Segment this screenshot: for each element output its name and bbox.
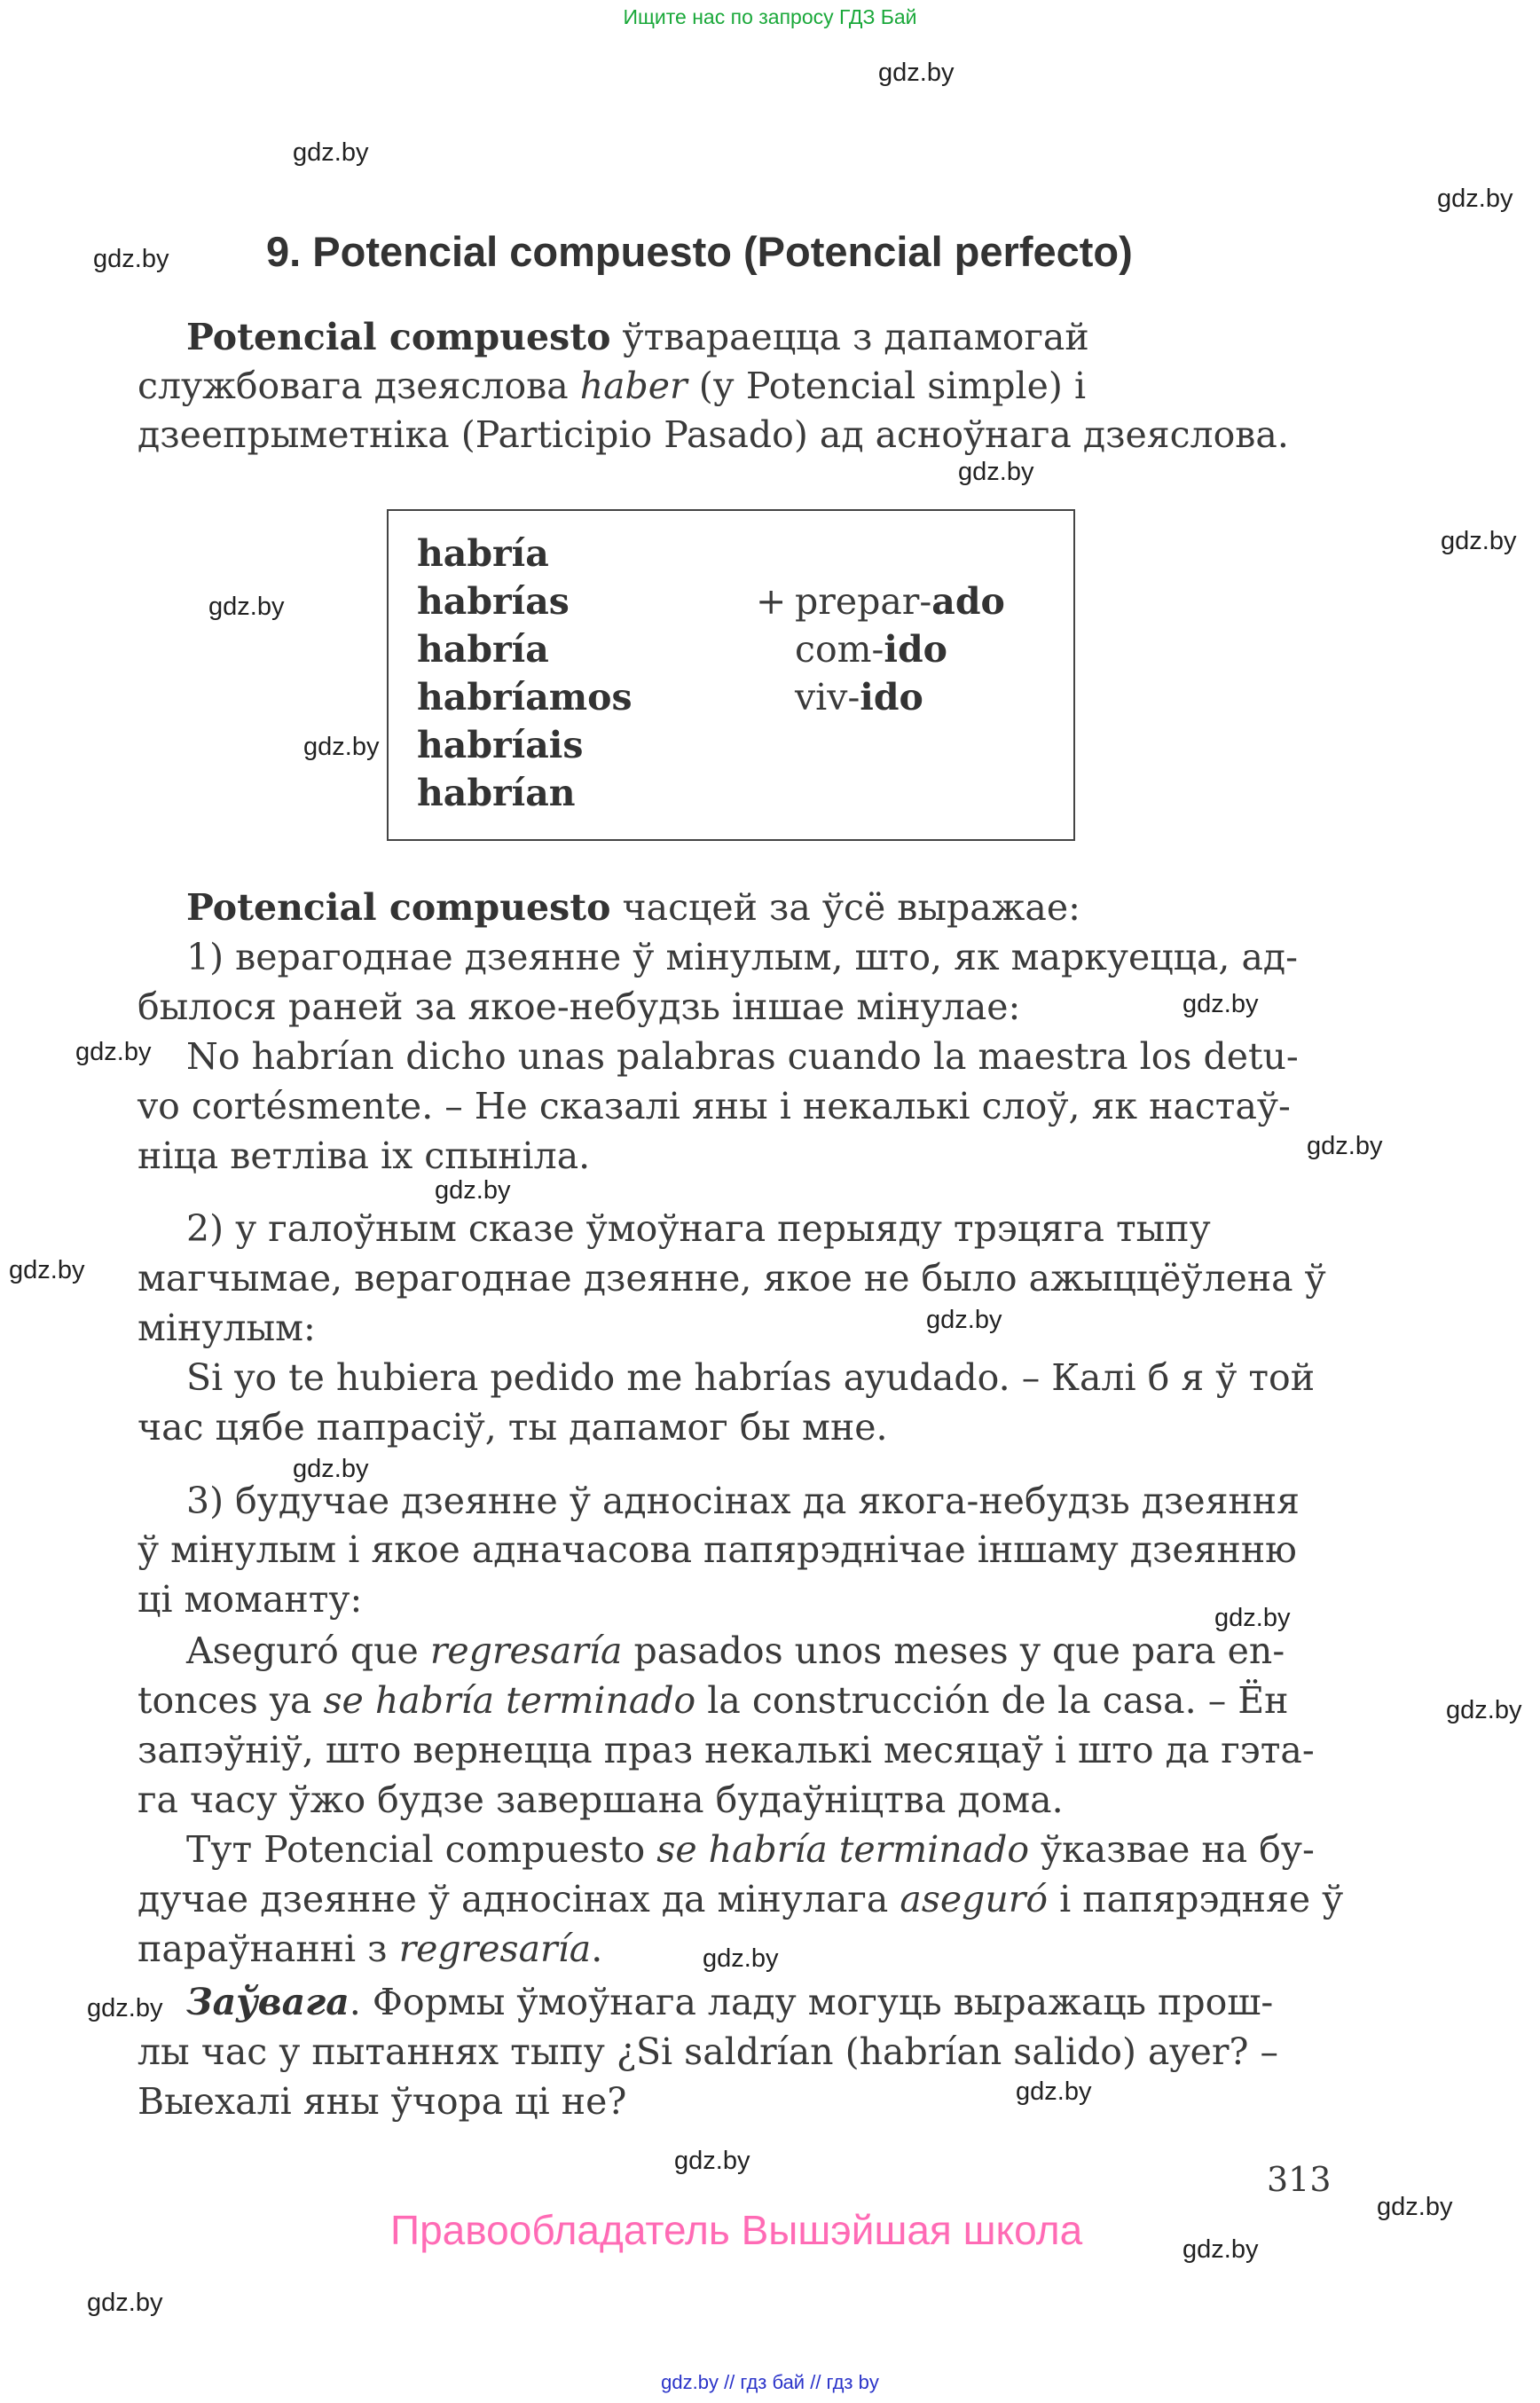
text: ўтвараецца з дапамогай службовага дзеяслова bbox=[138, 316, 1089, 407]
ending bbox=[795, 580, 1005, 623]
item3-line bbox=[138, 1677, 1288, 1725]
watermark: gdz.by bbox=[703, 1944, 779, 1973]
item3-line: ці моманту: bbox=[138, 1578, 363, 1621]
text: . Формы ўмоўнага ладу могуць выражаць прош- bbox=[349, 1981, 1274, 2023]
suffix: ado bbox=[931, 580, 1005, 623]
ending bbox=[795, 628, 947, 671]
term-bold: Potencial compuesto bbox=[186, 886, 611, 929]
watermark: gdz.by bbox=[926, 1306, 1002, 1334]
text: Тут Potencial compuesto bbox=[186, 1828, 657, 1871]
watermark: gdz.by bbox=[1437, 185, 1513, 213]
text: часцей за ўсё выражае: bbox=[610, 886, 1080, 929]
item3-line bbox=[186, 1627, 1285, 1676]
item2-line: магчымае, верагоднае дзеянне, якое не было ажыццёўлена ў bbox=[138, 1257, 1326, 1300]
copyright-footer: Правообладатель Вышэйшая школа bbox=[390, 2207, 1083, 2253]
watermark: gdz.by bbox=[208, 593, 285, 621]
form: habríamos bbox=[417, 676, 632, 719]
form: habrías bbox=[417, 580, 570, 623]
watermark: gdz.by bbox=[1214, 1604, 1291, 1632]
item1-line: No habrían dicho unas palabras cuando la maestra los detu- bbox=[186, 1035, 1299, 1078]
plus-sign: + bbox=[756, 580, 787, 623]
watermark: gdz.by bbox=[1016, 2077, 1092, 2106]
stem: prepar- bbox=[795, 580, 932, 623]
page-number: 313 bbox=[1267, 2160, 1332, 2199]
item2-line: час цябе папрасіў, ты дапамог бы мне. bbox=[138, 1406, 888, 1449]
watermark: gdz.by bbox=[1307, 1132, 1383, 1160]
watermark: gdz.by bbox=[87, 1994, 163, 2022]
watermark: gdz.by bbox=[293, 1455, 369, 1483]
watermark: gdz.by bbox=[1182, 2235, 1259, 2264]
watermark: gdz.by bbox=[303, 733, 380, 761]
term-bold: Potencial compuesto bbox=[186, 316, 611, 358]
suffix: ido bbox=[884, 628, 947, 671]
watermark: gdz.by bbox=[9, 1256, 85, 1284]
note-line bbox=[138, 1875, 1343, 1924]
item1-line: былося раней за якое-небудзь іншае мінулае: bbox=[138, 986, 1021, 1028]
text: параўнанні з bbox=[138, 1928, 399, 1970]
watermark: gdz.by bbox=[93, 245, 169, 273]
watermark: gdz.by bbox=[674, 2147, 750, 2175]
watermark: gdz.by bbox=[435, 1176, 511, 1205]
item3-line: запэўніў, што вернецца праз некалькі месяцаў і што да гэта- bbox=[138, 1729, 1315, 1771]
remark-label: Заўвага bbox=[186, 1981, 350, 2023]
watermark: gdz.by bbox=[1182, 990, 1259, 1018]
item2-line: Si yo te hubiera pedido me habrías ayudado. – Калі б я ў той bbox=[186, 1356, 1316, 1399]
text: . bbox=[591, 1928, 603, 1970]
section-title: 9. Potencial compuesto (Potencial perfecto) bbox=[266, 228, 1133, 275]
item1-line: vo cortésmente. – Не сказалі яны і некалькі слоў, як настаў- bbox=[138, 1085, 1291, 1127]
remark-line: лы час у пытаннях тыпу ¿Si saldrían (habrían salido) ayer? – bbox=[138, 2030, 1278, 2073]
stem: viv- bbox=[795, 676, 860, 719]
remark-line: Выехалі яны ўчора ці не? bbox=[138, 2080, 627, 2123]
text: Aseguró que bbox=[186, 1629, 430, 1672]
item2-line: 2) у галоўным сказе ўмоўнага перыяду трэцяга тыпу bbox=[186, 1207, 1211, 1250]
watermark: gdz.by bbox=[1446, 1696, 1522, 1724]
form: habrían bbox=[417, 772, 576, 814]
watermark: gdz.by bbox=[958, 458, 1034, 486]
note-line bbox=[186, 1826, 1315, 1874]
text: tonces ya bbox=[138, 1679, 324, 1722]
item1-line: ніца ветліва іх спыніла. bbox=[138, 1135, 591, 1177]
usage-line bbox=[186, 883, 1080, 932]
text: дучае дзеянне ў адносінах да мінулага bbox=[138, 1878, 900, 1920]
watermark: gdz.by bbox=[1377, 2193, 1453, 2221]
remark-line bbox=[186, 1978, 1273, 2027]
text: la construcción de la casa. – Ён bbox=[695, 1679, 1289, 1722]
form: habría bbox=[417, 532, 549, 575]
item3-line: ў мінулым і якое адначасова папярэднічае іншаму дзеянню bbox=[138, 1528, 1297, 1571]
text: ўказвае на бу- bbox=[1029, 1828, 1315, 1871]
intro-paragraph bbox=[138, 313, 1322, 459]
suffix: ido bbox=[860, 676, 923, 719]
watermark: gdz.by bbox=[878, 59, 955, 87]
item2-line: мінулым: bbox=[138, 1307, 316, 1349]
italic-term: se habría terminado bbox=[656, 1828, 1030, 1871]
item1-line: 1) верагоднае дзеянне ў мінулым, што, як маркуецца, ад- bbox=[186, 936, 1299, 978]
ending bbox=[795, 676, 923, 719]
note-line bbox=[138, 1925, 602, 1974]
watermark: gdz.by bbox=[1441, 527, 1517, 555]
text: і папярэдняе ў bbox=[1048, 1878, 1344, 1920]
text: pasados unos meses y que para en- bbox=[622, 1629, 1285, 1672]
stem: com- bbox=[795, 628, 884, 671]
watermark: gdz.by bbox=[87, 2289, 163, 2317]
top-banner[interactable]: Ищите нас по запросу ГДЗ Бай bbox=[623, 5, 917, 28]
item3-line: га часу ўжо будзе завершана будаўніцтва дома. bbox=[138, 1779, 1064, 1821]
watermark: gdz.by bbox=[293, 138, 369, 167]
italic-term: regresaría bbox=[398, 1928, 592, 1970]
text: (у Potencial simple) і дзеепрыметніка (Participio Pasado) ад асноўнага дзеяслова. bbox=[138, 365, 1289, 456]
italic-term: aseguró bbox=[900, 1878, 1049, 1920]
haber-italic: haber bbox=[579, 365, 688, 407]
item3-line: 3) будучае дзеянне ў адносінах да якога-небудзь дзеяння bbox=[186, 1480, 1300, 1522]
bottom-links[interactable]: gdz.by // гдз бай // гдз by bbox=[661, 2371, 879, 2393]
watermark: gdz.by bbox=[75, 1038, 152, 1066]
form: habríais bbox=[417, 724, 584, 766]
italic-term: regresaría bbox=[429, 1629, 623, 1672]
form: habría bbox=[417, 628, 549, 671]
italic-term: se habría terminado bbox=[323, 1679, 696, 1722]
